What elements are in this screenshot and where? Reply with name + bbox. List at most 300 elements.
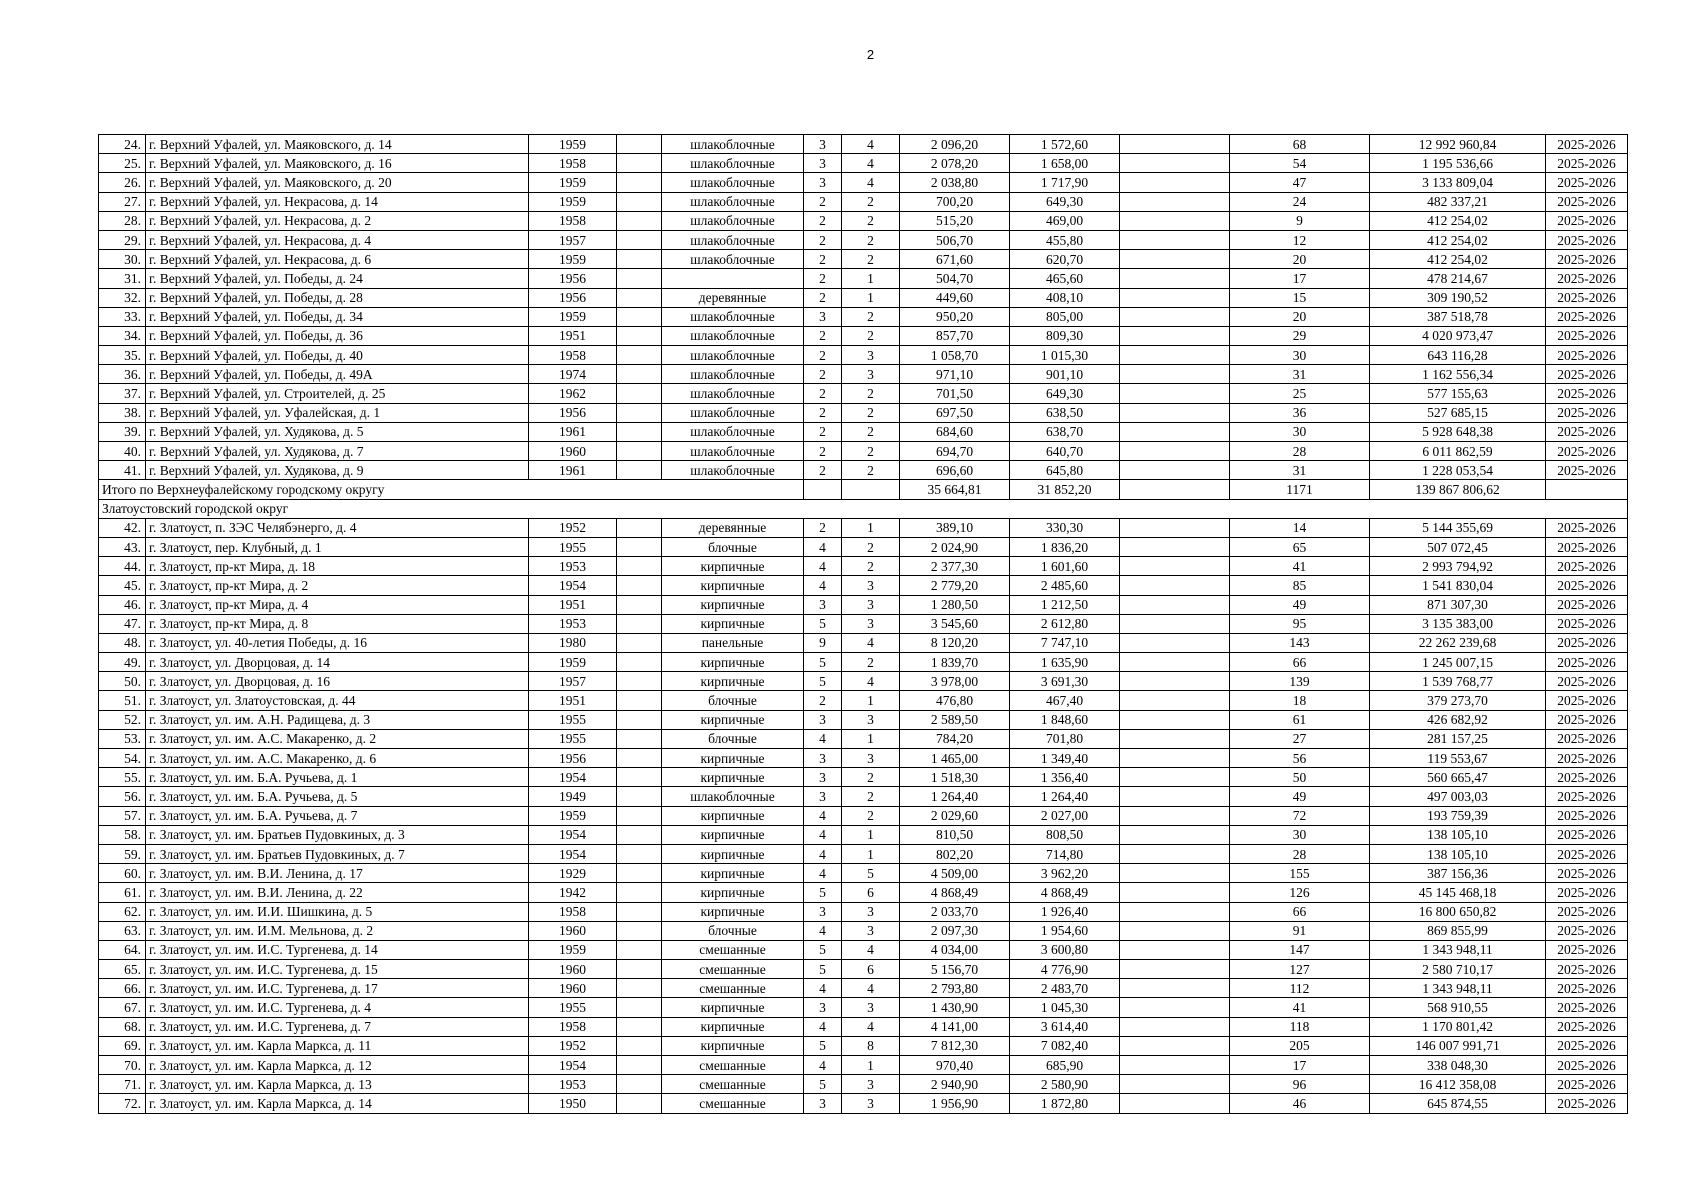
empty-col — [617, 576, 662, 595]
repair-cost: 412 254,02 — [1370, 250, 1546, 269]
repair-cost: 22 262 239,68 — [1370, 633, 1546, 652]
address: г. Верхний Уфалей, ул. Маяковского, д. 20 — [146, 173, 529, 192]
empty-col — [1120, 1036, 1230, 1055]
empty-col — [617, 998, 662, 1017]
empty-col — [617, 269, 662, 288]
living-area: 2 612,80 — [1010, 614, 1120, 633]
repair-cost: 3 135 383,00 — [1370, 614, 1546, 633]
repair-cost: 560 665,47 — [1370, 768, 1546, 787]
year-built: 1955 — [529, 537, 617, 556]
wall-material: деревянные — [662, 288, 804, 307]
entrances: 2 — [842, 768, 900, 787]
living-area: 809,30 — [1010, 326, 1120, 345]
total-empty-cell — [842, 480, 900, 499]
wall-material: блочные — [662, 921, 804, 940]
period: 2025-2026 — [1546, 192, 1628, 211]
repair-cost: 1 228 053,54 — [1370, 461, 1546, 480]
table-row — [99, 365, 1628, 384]
floors: 2 — [804, 691, 842, 710]
repair-cost: 568 910,55 — [1370, 998, 1546, 1017]
period: 2025-2026 — [1546, 518, 1628, 537]
empty-col — [617, 346, 662, 365]
address: г. Верхний Уфалей, ул. Маяковского, д. 16 — [146, 154, 529, 173]
empty-col — [1120, 960, 1230, 979]
total-label: Итого по Верхнеуфалейскому городскому округу — [99, 480, 804, 499]
total-area: 2 024,90 — [900, 537, 1010, 556]
empty-col — [617, 825, 662, 844]
entrances: 2 — [842, 192, 900, 211]
empty-col — [617, 614, 662, 633]
year-built: 1954 — [529, 825, 617, 844]
empty-col — [617, 787, 662, 806]
address: г. Златоуст, ул. им. Б.А. Ручьева, д. 5 — [146, 787, 529, 806]
repair-cost: 5 144 355,69 — [1370, 518, 1546, 537]
wall-material: шлакоблочные — [662, 173, 804, 192]
living-area: 649,30 — [1010, 192, 1120, 211]
wall-material: кирпичные — [662, 557, 804, 576]
empty-col — [617, 844, 662, 863]
residents: 29 — [1230, 326, 1370, 345]
row-number: 41. — [99, 461, 146, 480]
address: г. Златоуст, ул. им. Б.А. Ручьева, д. 1 — [146, 768, 529, 787]
living-area: 455,80 — [1010, 230, 1120, 249]
period: 2025-2026 — [1546, 250, 1628, 269]
residents: 28 — [1230, 442, 1370, 461]
wall-material: шлакоблочные — [662, 307, 804, 326]
table-row — [99, 979, 1628, 998]
empty-col — [1120, 307, 1230, 326]
repair-cost: 1 245 007,15 — [1370, 653, 1546, 672]
total-area: 950,20 — [900, 307, 1010, 326]
address: г. Златоуст, ул. Дворцовая, д. 16 — [146, 672, 529, 691]
table-row — [99, 825, 1628, 844]
entrances: 2 — [842, 653, 900, 672]
floors: 4 — [804, 806, 842, 825]
empty-col — [617, 672, 662, 691]
residents: 28 — [1230, 844, 1370, 863]
floors: 3 — [804, 135, 842, 154]
floors: 2 — [804, 269, 842, 288]
row-number: 50. — [99, 672, 146, 691]
table-row — [99, 250, 1628, 269]
floors: 4 — [804, 557, 842, 576]
empty-col — [1120, 844, 1230, 863]
floors: 2 — [804, 442, 842, 461]
row-number: 69. — [99, 1036, 146, 1055]
repair-cost: 1 343 948,11 — [1370, 979, 1546, 998]
row-number: 59. — [99, 844, 146, 863]
total-cost: 139 867 806,62 — [1370, 480, 1546, 499]
row-number: 43. — [99, 537, 146, 556]
empty-col — [617, 173, 662, 192]
wall-material: смешанные — [662, 960, 804, 979]
total-area: 2 029,60 — [900, 806, 1010, 825]
wall-material: блочные — [662, 729, 804, 748]
empty-col — [1120, 461, 1230, 480]
table-row — [99, 461, 1628, 480]
section-header-row — [99, 499, 1628, 518]
residents: 20 — [1230, 307, 1370, 326]
total-area: 35 664,81 — [900, 480, 1010, 499]
address: г. Златоуст, ул. им. И.С. Тургенева, д. 15 — [146, 960, 529, 979]
empty-col — [1120, 921, 1230, 940]
table-row — [99, 998, 1628, 1017]
housing-register-table — [98, 134, 1628, 1114]
total-area: 4 868,49 — [900, 883, 1010, 902]
total-area: 4 141,00 — [900, 1017, 1010, 1036]
empty-col — [1120, 825, 1230, 844]
residents: 85 — [1230, 576, 1370, 595]
empty-col — [1120, 806, 1230, 825]
total-area: 449,60 — [900, 288, 1010, 307]
year-built: 1958 — [529, 346, 617, 365]
period: 2025-2026 — [1546, 749, 1628, 768]
address: г. Златоуст, ул. им. И.И. Шишкина, д. 5 — [146, 902, 529, 921]
total-area: 671,60 — [900, 250, 1010, 269]
residents: 12 — [1230, 230, 1370, 249]
living-area: 1 872,80 — [1010, 1094, 1120, 1113]
period: 2025-2026 — [1546, 326, 1628, 345]
year-built: 1960 — [529, 921, 617, 940]
table-row — [99, 576, 1628, 595]
wall-material: кирпичные — [662, 998, 804, 1017]
living-area: 4 868,49 — [1010, 883, 1120, 902]
empty-col — [1120, 557, 1230, 576]
repair-cost: 643 116,28 — [1370, 346, 1546, 365]
empty-col — [1120, 1075, 1230, 1094]
row-number: 67. — [99, 998, 146, 1017]
row-number: 57. — [99, 806, 146, 825]
residents: 127 — [1230, 960, 1370, 979]
repair-cost: 309 190,52 — [1370, 288, 1546, 307]
period: 2025-2026 — [1546, 940, 1628, 959]
wall-material: шлакоблочные — [662, 250, 804, 269]
repair-cost: 482 337,21 — [1370, 192, 1546, 211]
residents: 30 — [1230, 825, 1370, 844]
residents: 30 — [1230, 346, 1370, 365]
residents: 25 — [1230, 384, 1370, 403]
residents: 41 — [1230, 557, 1370, 576]
table-row — [99, 768, 1628, 787]
year-built: 1950 — [529, 1094, 617, 1113]
repair-cost: 2 580 710,17 — [1370, 960, 1546, 979]
residents: 17 — [1230, 269, 1370, 288]
repair-cost: 193 759,39 — [1370, 806, 1546, 825]
residents: 9 — [1230, 211, 1370, 230]
empty-col — [617, 691, 662, 710]
table-row — [99, 940, 1628, 959]
empty-col — [617, 518, 662, 537]
wall-material: шлакоблочные — [662, 230, 804, 249]
empty-col — [617, 422, 662, 441]
total-area: 2 377,30 — [900, 557, 1010, 576]
wall-material: кирпичные — [662, 768, 804, 787]
wall-material: шлакоблочные — [662, 365, 804, 384]
period: 2025-2026 — [1546, 422, 1628, 441]
table-row — [99, 595, 1628, 614]
living-area: 901,10 — [1010, 365, 1120, 384]
row-number: 56. — [99, 787, 146, 806]
year-built: 1962 — [529, 384, 617, 403]
entrances: 3 — [842, 595, 900, 614]
total-area: 810,50 — [900, 825, 1010, 844]
address: г. Верхний Уфалей, ул. Некрасова, д. 4 — [146, 230, 529, 249]
wall-material: кирпичные — [662, 1017, 804, 1036]
table-row — [99, 1094, 1628, 1113]
address: г. Златоуст, ул. им. Братьев Пудовкиных, д. 3 — [146, 825, 529, 844]
residents: 68 — [1230, 135, 1370, 154]
row-number: 40. — [99, 442, 146, 461]
period: 2025-2026 — [1546, 211, 1628, 230]
entrances: 4 — [842, 940, 900, 959]
empty-col — [617, 250, 662, 269]
year-built: 1959 — [529, 806, 617, 825]
repair-cost: 387 518,78 — [1370, 307, 1546, 326]
living-area: 620,70 — [1010, 250, 1120, 269]
year-built: 1959 — [529, 307, 617, 326]
repair-cost: 119 553,67 — [1370, 749, 1546, 768]
period: 2025-2026 — [1546, 825, 1628, 844]
floors: 3 — [804, 902, 842, 921]
row-number: 29. — [99, 230, 146, 249]
repair-cost: 45 145 468,18 — [1370, 883, 1546, 902]
period: 2025-2026 — [1546, 442, 1628, 461]
row-number: 65. — [99, 960, 146, 979]
year-built: 1956 — [529, 749, 617, 768]
floors: 4 — [804, 864, 842, 883]
address: г. Златоуст, п. ЗЭС Челябэнерго, д. 4 — [146, 518, 529, 537]
floors: 4 — [804, 921, 842, 940]
wall-material: шлакоблочные — [662, 461, 804, 480]
period: 2025-2026 — [1546, 653, 1628, 672]
living-area: 638,50 — [1010, 403, 1120, 422]
wall-material: кирпичные — [662, 806, 804, 825]
year-built: 1959 — [529, 940, 617, 959]
address: г. Верхний Уфалей, ул. Некрасова, д. 2 — [146, 211, 529, 230]
living-area: 714,80 — [1010, 844, 1120, 863]
empty-col — [617, 653, 662, 672]
wall-material: кирпичные — [662, 902, 804, 921]
total-area: 7 812,30 — [900, 1036, 1010, 1055]
address: г. Златоуст, пр-кт Мира, д. 18 — [146, 557, 529, 576]
residents: 54 — [1230, 154, 1370, 173]
floors: 5 — [804, 883, 842, 902]
table-row — [99, 154, 1628, 173]
residents: 61 — [1230, 710, 1370, 729]
rows-verkhny-ufaley — [99, 135, 1628, 480]
repair-cost: 507 072,45 — [1370, 537, 1546, 556]
floors: 2 — [804, 384, 842, 403]
total-area: 389,10 — [900, 518, 1010, 537]
residents: 118 — [1230, 1017, 1370, 1036]
entrances: 1 — [842, 518, 900, 537]
address: г. Златоуст, ул. Златоустовская, д. 44 — [146, 691, 529, 710]
entrances: 3 — [842, 998, 900, 1017]
entrances: 1 — [842, 825, 900, 844]
period: 2025-2026 — [1546, 230, 1628, 249]
repair-cost: 869 855,99 — [1370, 921, 1546, 940]
table-row — [99, 192, 1628, 211]
floors: 3 — [804, 307, 842, 326]
year-built: 1960 — [529, 442, 617, 461]
empty-col — [617, 729, 662, 748]
wall-material: шлакоблочные — [662, 346, 804, 365]
repair-cost: 412 254,02 — [1370, 211, 1546, 230]
residents: 20 — [1230, 250, 1370, 269]
row-number: 31. — [99, 269, 146, 288]
period: 2025-2026 — [1546, 173, 1628, 192]
address: г. Златоуст, ул. им. А.С. Макаренко, д. 6 — [146, 749, 529, 768]
empty-col — [1120, 595, 1230, 614]
total-area: 2 940,90 — [900, 1075, 1010, 1094]
wall-material: кирпичные — [662, 749, 804, 768]
year-built: 1953 — [529, 1075, 617, 1094]
table-row — [99, 422, 1628, 441]
living-area: 465,60 — [1010, 269, 1120, 288]
empty-col — [617, 326, 662, 345]
empty-col — [617, 307, 662, 326]
address: г. Верхний Уфалей, ул. Победы, д. 24 — [146, 269, 529, 288]
empty-col — [617, 710, 662, 729]
page-number: 2 — [866, 47, 875, 62]
wall-material: кирпичные — [662, 672, 804, 691]
residents: 139 — [1230, 672, 1370, 691]
table-row — [99, 1056, 1628, 1075]
residents: 41 — [1230, 998, 1370, 1017]
living-area: 3 614,40 — [1010, 1017, 1120, 1036]
total-area: 970,40 — [900, 1056, 1010, 1075]
residents: 56 — [1230, 749, 1370, 768]
living-area: 3 600,80 — [1010, 940, 1120, 959]
year-built: 1958 — [529, 902, 617, 921]
total-empty-cell — [1546, 480, 1628, 499]
row-number: 35. — [99, 346, 146, 365]
wall-material: кирпичные — [662, 864, 804, 883]
living-area: 805,00 — [1010, 307, 1120, 326]
repair-cost: 5 928 648,38 — [1370, 422, 1546, 441]
floors: 5 — [804, 1036, 842, 1055]
empty-col — [1120, 192, 1230, 211]
living-area: 2 483,70 — [1010, 979, 1120, 998]
empty-col — [1120, 672, 1230, 691]
empty-col — [1120, 576, 1230, 595]
floors: 2 — [804, 346, 842, 365]
empty-col — [1120, 326, 1230, 345]
entrances: 2 — [842, 422, 900, 441]
table-row — [99, 960, 1628, 979]
living-area: 1 264,40 — [1010, 787, 1120, 806]
year-built: 1956 — [529, 269, 617, 288]
repair-cost: 1 170 801,42 — [1370, 1017, 1546, 1036]
living-area: 467,40 — [1010, 691, 1120, 710]
row-number: 71. — [99, 1075, 146, 1094]
living-area: 1 658,00 — [1010, 154, 1120, 173]
floors: 2 — [804, 288, 842, 307]
total-empty-cell — [804, 480, 842, 499]
section-header: Златоустовский городской округ — [99, 499, 1628, 518]
empty-col — [617, 883, 662, 902]
living-area: 649,30 — [1010, 384, 1120, 403]
entrances: 2 — [842, 307, 900, 326]
residents: 30 — [1230, 422, 1370, 441]
total-area: 696,60 — [900, 461, 1010, 480]
total-area: 857,70 — [900, 326, 1010, 345]
period: 2025-2026 — [1546, 844, 1628, 863]
entrances: 2 — [842, 384, 900, 403]
entrances: 1 — [842, 691, 900, 710]
year-built: 1955 — [529, 710, 617, 729]
empty-col — [1120, 653, 1230, 672]
period: 2025-2026 — [1546, 595, 1628, 614]
year-built: 1959 — [529, 653, 617, 672]
residents: 18 — [1230, 691, 1370, 710]
living-area: 1 926,40 — [1010, 902, 1120, 921]
period: 2025-2026 — [1546, 307, 1628, 326]
total-area: 694,70 — [900, 442, 1010, 461]
empty-col — [1120, 135, 1230, 154]
residents: 46 — [1230, 1094, 1370, 1113]
empty-col — [617, 768, 662, 787]
row-number: 33. — [99, 307, 146, 326]
repair-cost: 338 048,30 — [1370, 1056, 1546, 1075]
year-built: 1951 — [529, 691, 617, 710]
year-built: 1955 — [529, 998, 617, 1017]
wall-material: блочные — [662, 691, 804, 710]
empty-col — [1120, 518, 1230, 537]
address: г. Верхний Уфалей, ул. Худякова, д. 5 — [146, 422, 529, 441]
table-row — [99, 672, 1628, 691]
wall-material: кирпичные — [662, 653, 804, 672]
living-area: 1 572,60 — [1010, 135, 1120, 154]
year-built: 1957 — [529, 672, 617, 691]
entrances: 2 — [842, 442, 900, 461]
empty-col — [617, 537, 662, 556]
living-area: 1 212,50 — [1010, 595, 1120, 614]
wall-material: кирпичные — [662, 825, 804, 844]
repair-cost: 478 214,67 — [1370, 269, 1546, 288]
year-built: 1929 — [529, 864, 617, 883]
year-built: 1959 — [529, 250, 617, 269]
total-area: 2 033,70 — [900, 902, 1010, 921]
residents: 66 — [1230, 653, 1370, 672]
floors: 4 — [804, 1056, 842, 1075]
entrances: 4 — [842, 979, 900, 998]
empty-col — [617, 230, 662, 249]
residents: 31 — [1230, 365, 1370, 384]
entrances: 1 — [842, 269, 900, 288]
period: 2025-2026 — [1546, 135, 1628, 154]
address: г. Верхний Уфалей, ул. Победы, д. 28 — [146, 288, 529, 307]
floors: 3 — [804, 173, 842, 192]
empty-col — [617, 979, 662, 998]
living-area: 701,80 — [1010, 729, 1120, 748]
empty-col — [1120, 940, 1230, 959]
row-number: 61. — [99, 883, 146, 902]
repair-cost: 138 105,10 — [1370, 844, 1546, 863]
total-area: 2 038,80 — [900, 173, 1010, 192]
wall-material: шлакоблочные — [662, 326, 804, 345]
total-area: 684,60 — [900, 422, 1010, 441]
address: г. Златоуст, пер. Клубный, д. 1 — [146, 537, 529, 556]
table-row — [99, 384, 1628, 403]
entrances: 4 — [842, 1017, 900, 1036]
empty-col — [1120, 902, 1230, 921]
period: 2025-2026 — [1546, 691, 1628, 710]
entrances: 1 — [842, 1056, 900, 1075]
residents: 96 — [1230, 1075, 1370, 1094]
table-row — [99, 883, 1628, 902]
floors: 2 — [804, 326, 842, 345]
